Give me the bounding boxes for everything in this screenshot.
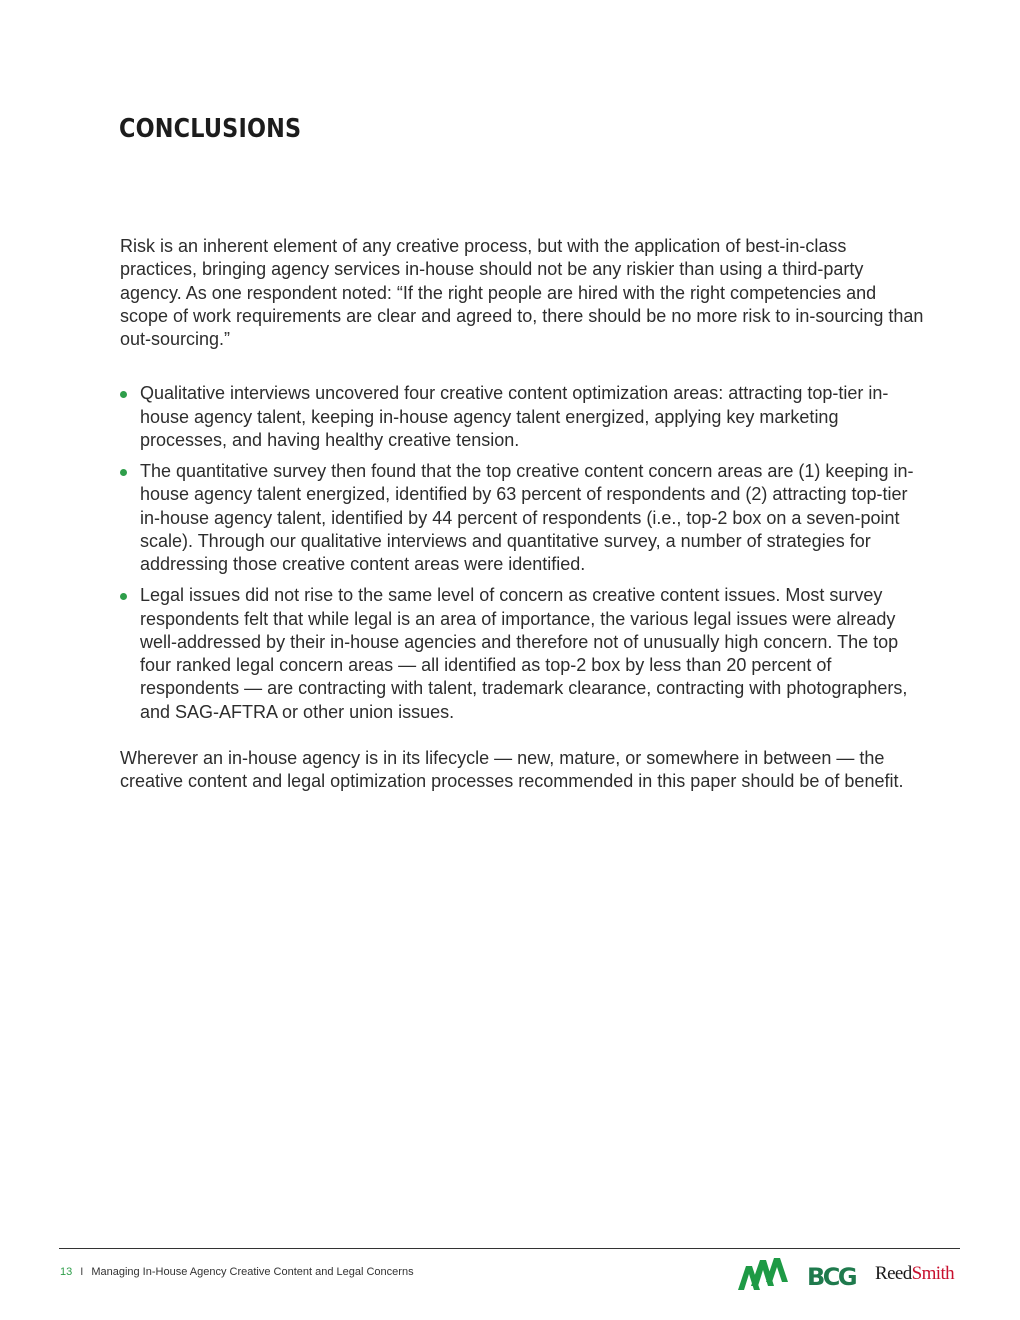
document-title: Managing In-House Agency Creative Content and Legal Concerns <box>91 1266 414 1278</box>
body-content <box>120 235 925 794</box>
footer-separator: I <box>80 1266 84 1278</box>
bullet-icon <box>120 391 127 398</box>
page-number: 13 <box>60 1266 73 1278</box>
closing-paragraph: Wherever an in-house agency is in its lifecycle — new, mature, or somewhere in between — the creative content and legal optimization processes recommended in this paper should be of benefit. <box>120 748 904 792</box>
list-item <box>120 382 925 452</box>
bcg-logo <box>807 1262 859 1290</box>
reedsmith-logo <box>875 1263 954 1285</box>
bullet-text: Legal issues did not rise to the same level of concern as creative content issues. Most survey respondents felt that while legal is an area of importance, the various legal issues were already well-addressed by their in-house agencies and therefore not of unusually high concern. The top four ranked legal concern areas — all identified as top-2 box by less than 20 percent of respondents — are contracting with talent, trademark clearance, contracting with photographers, and SAG-AFTRA or other union issues. <box>140 585 908 722</box>
footer-caption <box>60 1266 414 1278</box>
bullet-text: Qualitative interviews uncovered four creative content optimization areas: attracting top-tier in-house agency talent, keeping in-house agency talent energized, applying key marketing processes, and having healthy creative tension. <box>140 383 889 451</box>
reedsmith-logo-reed: Reed <box>875 1263 912 1284</box>
list-item <box>120 460 925 576</box>
list-item <box>120 584 925 724</box>
bcg-logo-text: BCG <box>807 1263 856 1290</box>
bullet-list <box>120 382 925 724</box>
bullet-text: The quantitative survey then found that the top creative content concern areas are (1) keeping in-house agency talent energized, identified by 63 percent of respondents and (2) attracting top-tier in-house agency talent, identified by 44 percent of respondents (i.e., top-2 box on a seven-point scale). Through our qualitative interviews and quantitative survey, a number of strategies for addressing those creative content areas were identified. <box>140 461 914 575</box>
page-title: CONCLUSIONS <box>119 114 302 144</box>
footer-divider <box>59 1248 960 1249</box>
bullet-icon <box>120 469 127 476</box>
partner-logos <box>736 1256 962 1296</box>
bullet-icon <box>120 593 127 600</box>
intro-paragraph: Risk is an inherent element of any creative process, but with the application of best-in-class practices, bringing agency services in-house should not be any riskier than using a third-party agency. As one respondent noted: “If the right people are hired with the right competencies and scope of work requirements are clear and agreed to, there should be no more risk to in-sourcing than out-sourcing.” <box>120 236 924 350</box>
reedsmith-logo-smith: Smith <box>911 1263 955 1284</box>
ana-logo <box>736 1256 792 1292</box>
